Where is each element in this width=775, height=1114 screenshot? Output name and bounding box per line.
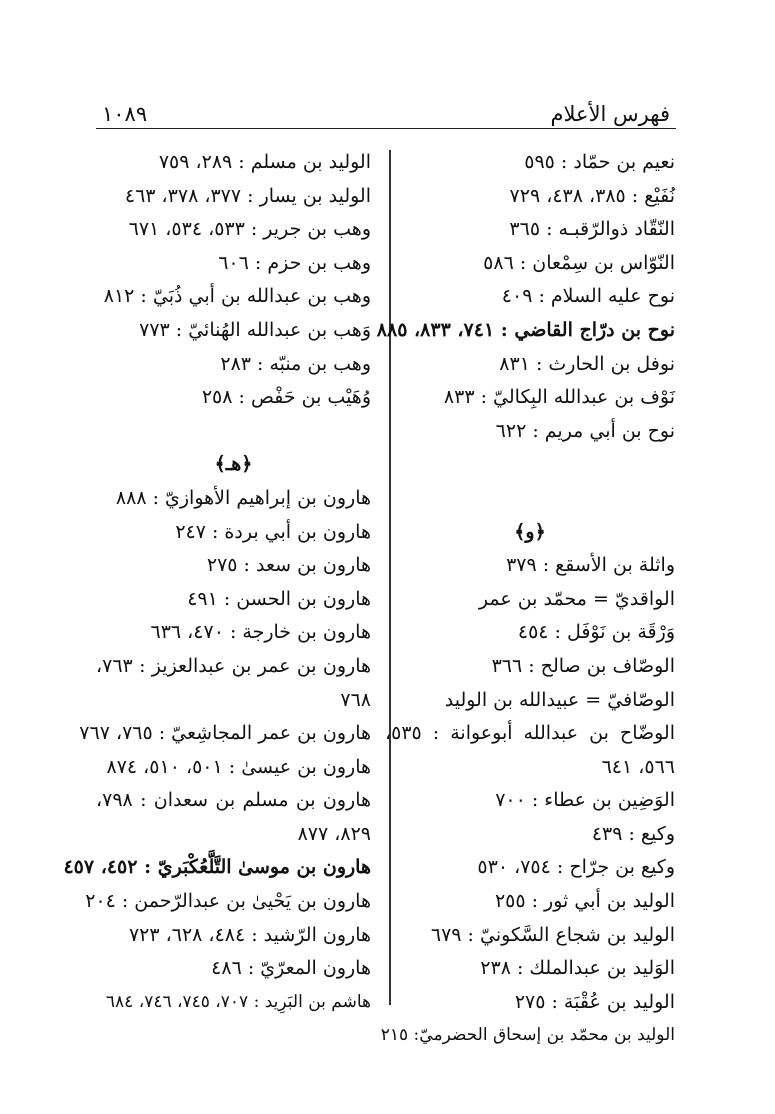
index-entry: وهب بن عبدالله بن أبي ذُبَيّ : ٨١٢ — [103, 285, 371, 308]
index-entry: النّقّاد ذوالرّقبـه : ٣٦٥ — [509, 218, 675, 241]
section-heading-waw: ﴿و﴾ — [514, 520, 546, 543]
index-entry: وَهب بن عبدالله الهُنائيّ : ٧٧٣ — [139, 318, 371, 341]
index-entry: هارون بن الحسن : ٤٩١ — [187, 587, 371, 610]
index-entry: وكيع : ٤٣٩ — [591, 822, 675, 845]
index-entry: الوليد بن يسار : ٣٧٧، ٣٧٨، ٤٦٣ — [124, 184, 371, 207]
index-entry: الوَليد بن عبدالملك : ٢٣٨ — [480, 957, 675, 980]
index-entry: وَرْقَة بن نَوْفَل : ٤٥٤ — [517, 621, 675, 644]
index-entry: نوفل بن الحارث : ٨٣١ — [499, 352, 675, 375]
index-entry: نعيم بن حمّاد : ٥٩٥ — [524, 151, 675, 173]
section-heading-ha: ﴿هـ﴾ — [214, 453, 253, 476]
index-entry: الوليد بن مسلم : ٢٨٩، ٧٥٩ — [158, 151, 371, 173]
spacer — [385, 482, 675, 516]
index-entry: الوضّاح بن عبدالله أبوعوانة : ٥٣٥، ٥٦٦، ٦٤١ — [385, 722, 675, 778]
index-entry: الوصّاف بن صالح : ٣٦٦ — [491, 654, 675, 677]
page-header — [96, 102, 676, 129]
index-entry: نوح عليه السلام : ٤٠٩ — [501, 285, 675, 308]
index-entry: الوَضِين بن عطاء : ٧٠٠ — [495, 789, 675, 812]
index-entry: هارون بن عمر المجاشِعيّ : ٧٦٥، ٧٦٧ — [79, 722, 371, 745]
index-entry: هارون بن إبراهيم الأهوازيّ : ٨٨٨ — [115, 486, 371, 509]
index-entry: هارون بن موسىٰ التَّلَّعُكْبَريّ : ٤٥٢، ٤٥٧ — [63, 856, 371, 879]
left-column — [63, 146, 371, 1019]
index-entry: هارون بن سعد : ٢٧٥ — [206, 554, 371, 577]
index-entry: وُهَيْب بن حَفْص : ٢٥٨ — [201, 386, 371, 409]
index-entry: هارون بن مسلم بن سعدان : ٧٩٨، ٨٢٩، ٨٧٧ — [96, 789, 371, 845]
index-entry: هارون بن خارجة : ٤٧٠، ٦٣٦ — [150, 621, 371, 644]
index-entry: هارون المعرّيّ : ٤٨٦ — [211, 957, 371, 980]
index-entry: نَوْف بن عبدالله البِكاليّ : ٨٣٣ — [443, 386, 675, 409]
index-entry: هارون بن عيسىٰ : ٥٠١، ٥١٠، ٨٧٤ — [106, 755, 371, 778]
index-entry: وكيع بن جرّاح : ٧٥٤، ٥٣٠ — [477, 856, 675, 879]
index-entry: وهب بن منبّه : ٢٨٣ — [220, 352, 371, 375]
page-number: ١٠٨٩ — [102, 102, 148, 126]
index-entry: الوصّافيّ = عبيدالله بن الوليد — [444, 688, 675, 711]
index-entry: نوح بن أبي مريم : ٦٢٢ — [495, 419, 675, 442]
index-entry: الوليد بن محمّد بن إسحاق الحضرميّ: ٢١٥ — [380, 1025, 675, 1046]
index-entry: وهب بن جرير : ٥٣٣، ٥٣٤، ٦٧١ — [128, 218, 371, 241]
spacer — [96, 415, 371, 449]
index-entry: الواقديّ = محمّد بن عمر — [478, 587, 675, 610]
index-entry: نُفَيْع : ٣٨٥، ٤٣٨، ٧٢٩ — [509, 184, 675, 207]
index-entry: هاشم بن البَرِيد : ٧٠٧، ٧٤٥، ٧٤٦، ٦٨٤ — [105, 991, 371, 1012]
index-entry: هارون بن يَحْيىٰ بن عبدالرّحمن : ٢٠٤ — [85, 890, 371, 913]
right-column — [376, 146, 675, 1053]
index-entry: النّوّاس بن سِمْعان : ٥٨٦ — [483, 251, 675, 274]
index-entry: نوح بن درّاج القاضي : ٧٤١، ٨٣٣، ٨٨٥ — [376, 318, 675, 341]
index-entry: واثلة بن الأسقع : ٣٧٩ — [506, 554, 675, 577]
page-title: فهرس الأعلام — [550, 102, 670, 126]
index-entry: هارون بن أبي بردة : ٢٤٧ — [175, 520, 371, 543]
index-entry: الوليد بن عُقْبَة : ٢٧٥ — [514, 990, 675, 1013]
index-entry: هارون بن عمر بن عبدالعزيز : ٧٦٣، ٧٦٨ — [96, 654, 371, 711]
spacer — [385, 448, 675, 482]
index-entry: وهب بن حزم : ٦٠٦ — [218, 251, 371, 274]
index-entry: هارون الرّشيد : ٤٨٤، ٦٢٨، ٧٢٣ — [128, 923, 371, 946]
index-entry: الوليد بن أبي ثور : ٢٥٥ — [494, 890, 675, 913]
index-entry: الوليد بن شجاع السَّكونيّ : ٦٧٩ — [430, 923, 675, 946]
